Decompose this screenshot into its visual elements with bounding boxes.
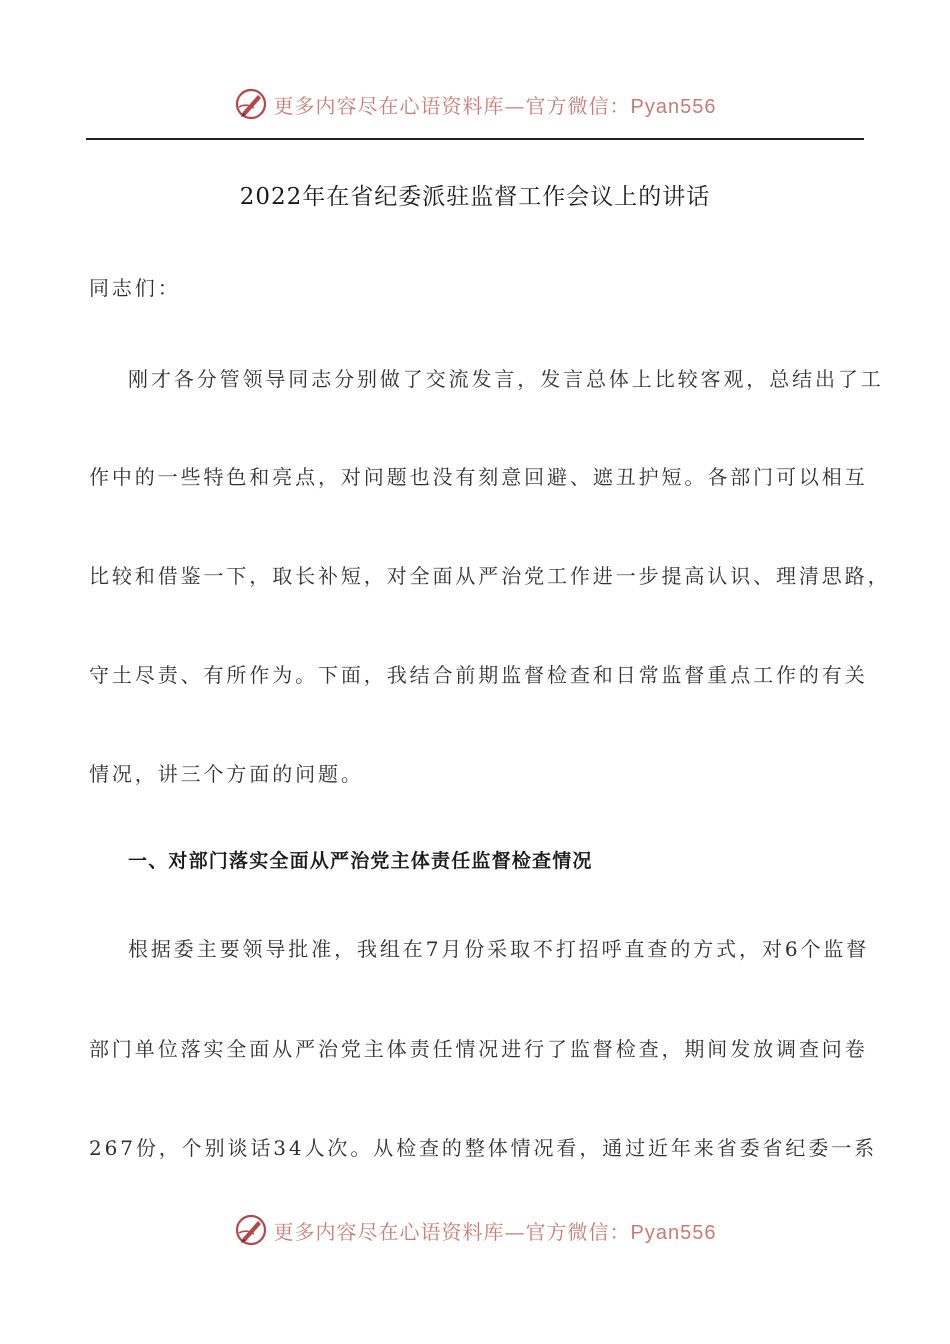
paragraph-line: 作中的一些特色和亮点，对问题也没有刻意回避、遮丑护短。各部门可以相互 (89, 465, 868, 489)
pen-logo-icon (234, 87, 268, 121)
header-wechat-id: Pyan556 (630, 95, 717, 118)
paragraph-line: 守土尽责、有所作为。下面，我结合前期监督检查和日常监督重点工作的有关 (89, 663, 868, 687)
footer-separator: —官方微信： (504, 1219, 631, 1244)
salutation: 同志们： (89, 276, 181, 300)
footer-wechat-id: Pyan556 (630, 1221, 717, 1244)
section-heading: 一、对部门落实全面从严治党主体责任监督检查情况 (128, 850, 593, 872)
header-divider (86, 138, 864, 140)
footer-brand: 更多内容尽在心语资料库 (273, 1219, 505, 1244)
footer-banner-text (274, 1216, 717, 1245)
pen-logo-icon (234, 1213, 268, 1247)
paragraph-line: 267份，个别谈话34人次。从检查的整体情况看，通过近年来省委省纪委一系 (89, 1136, 878, 1160)
paragraph-line: 刚才各分管领导同志分别做了交流发言，发言总体上比较客观，总结出了工 (128, 367, 884, 391)
footer-banner (0, 1210, 950, 1250)
document-title: 2022年在省纪委派驻监督工作会议上的讲话 (239, 184, 711, 210)
header-separator: —官方微信： (504, 93, 631, 118)
paragraph-line: 情况，讲三个方面的问题。 (89, 762, 364, 786)
header-banner-text (274, 90, 717, 119)
paragraph-line: 比较和借鉴一下，取长补短，对全面从严治党工作进一步提高认识、理清思路， (89, 564, 891, 588)
header-brand: 更多内容尽在心语资料库 (273, 93, 505, 118)
paragraph-line: 部门单位落实全面从严治党主体责任情况进行了监督检查，期间发放调查问卷 (89, 1037, 868, 1061)
header-banner (0, 84, 950, 124)
paragraph-line: 根据委主要领导批准，我组在7月份采取不打招呼直查的方式，对6个监督 (128, 937, 870, 961)
